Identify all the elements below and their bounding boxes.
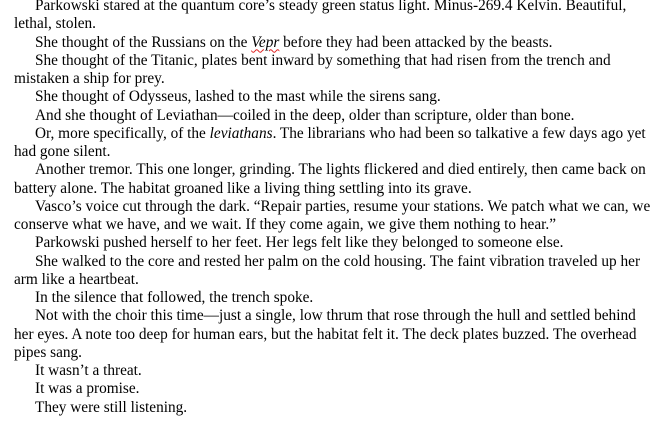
paragraph xyxy=(14,125,656,162)
paragraph: And she thought of Leviathan—coiled in the deep, older than scripture, older than bone. xyxy=(35,106,575,124)
paragraph: She thought of Odysseus, lashed to the mast while the sirens sang. xyxy=(35,88,441,106)
paragraph-text: before they had been attacked by the beasts. xyxy=(279,33,553,51)
paragraph: Parkowski pushed herself to her feet. Her legs felt like they belonged to someone else. xyxy=(35,234,564,252)
paragraph: Parkowski stared at the quantum core’s steady green status light. Minus-269.4 Kelvin. Beautiful, lethal, stolen. xyxy=(14,0,627,33)
paragraph: Vasco’s voice cut through the dark. “Repair parties, resume your stations. We patch what we can, we conserve what we have, and we wait. If they come again, we give them nothing to hear.” xyxy=(14,197,651,233)
paragraph xyxy=(14,34,656,52)
paragraph-text: She thought of the Russians on the xyxy=(35,33,252,51)
ship-name-misspelled[interactable]: Vepr xyxy=(251,33,280,51)
paragraph: They were still listening. xyxy=(35,398,188,416)
emphasis-text: leviathans xyxy=(209,124,273,142)
paragraph: She thought of the Titanic, plates bent inward by something that had risen from the trench and mistaken a ship for prey. xyxy=(14,51,611,87)
paragraph: She walked to the core and rested her palm on the cold housing. The faint vibration traveled up her arm like a heartbeat. xyxy=(14,252,641,288)
paragraph: Another tremor. This one longer, grinding. The lights flickered and died entirely, then came back on battery alone. The habitat groaned like a living thing settling into its grave. xyxy=(14,161,646,197)
paragraph: Not with the choir this time—just a single, low thrum that rose through the hull and settled behind her eyes. A note too deep for human ears, but the habitat felt it. The deck plates buzzed. The overhead pipes sang. xyxy=(14,307,637,361)
paragraph: In the silence that followed, the trench spoke. xyxy=(35,289,314,306)
paragraph-text: . The librarians who had been so talkative a few days ago yet had gone silent. xyxy=(14,124,646,160)
paragraph: It wasn’t a threat. xyxy=(35,362,142,379)
paragraph: It was a promise. xyxy=(35,380,140,398)
paragraph-text: Or, more specifically, of the xyxy=(35,124,210,142)
